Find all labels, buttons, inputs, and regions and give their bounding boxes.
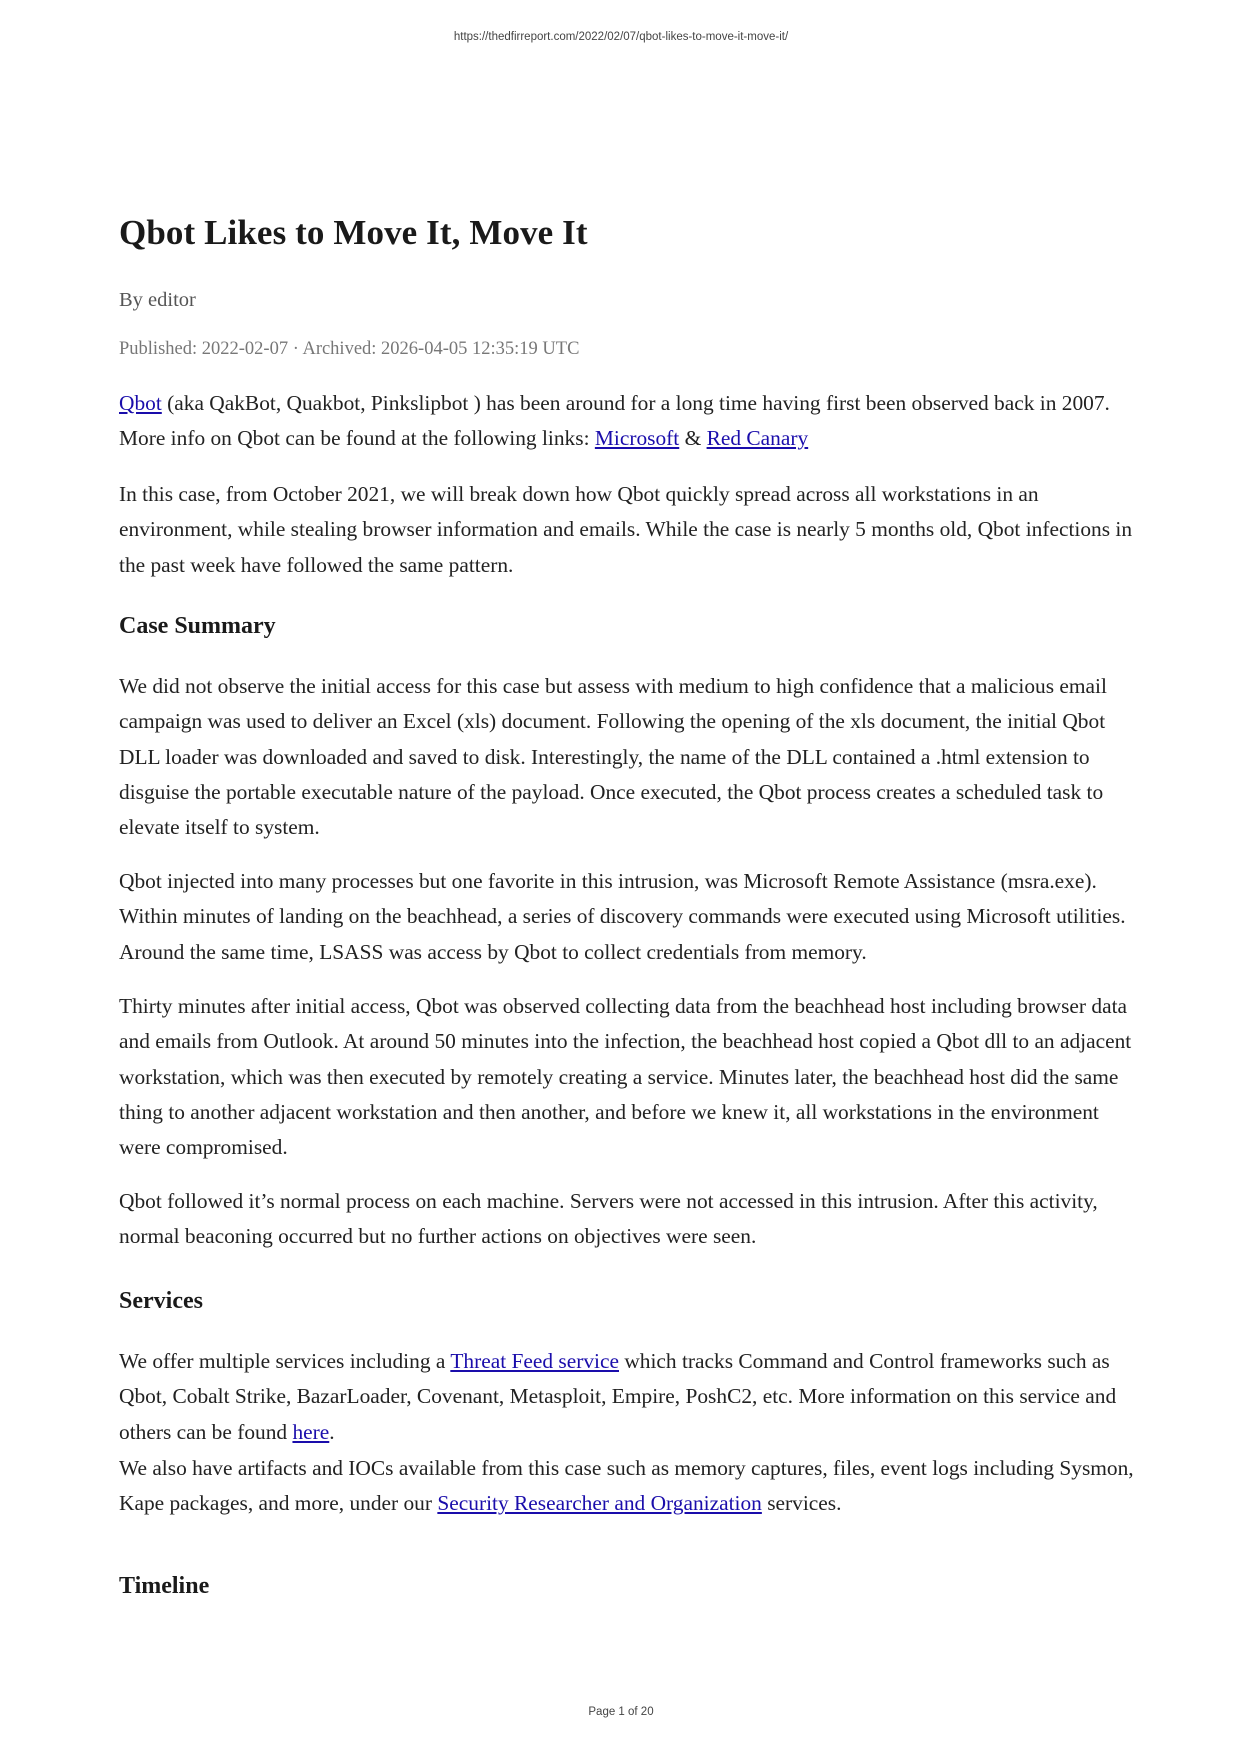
- article-byline: By editor: [119, 289, 196, 311]
- case-summary-paragraph-4: Qbot followed it’s normal process on each machine. Servers were not accessed in this intrusion. After this activity, normal beaconing occurred but no further actions on objectives were seen.: [119, 1189, 1098, 1249]
- case-summary-paragraph-2: Qbot injected into many processes but one favorite in this intrusion, was Microsoft Remote Assistance (msra.exe). Within minutes of landing on the beachhead, a series of discovery commands were executed using Microsoft utilities. Around the same time, LSASS was access by Qbot to collect credentials from memory.: [119, 869, 1126, 964]
- page-url-header: https://thedfirreport.com/2022/02/07/qbot-likes-to-move-it-move-it/: [453, 31, 789, 43]
- qbot-link[interactable]: Qbot: [119, 391, 162, 415]
- heading-services: Services: [119, 1288, 203, 1314]
- artifacts-text-post: services.: [761, 1491, 842, 1516]
- intro-text: (aka QakBot, Quakbot, Pinkslipbot ) has been around for a long time having first been observed back in 2007. More info on Qbot can be found at the following links:: [119, 391, 1110, 451]
- heading-timeline: Timeline: [119, 1573, 210, 1599]
- page-number-footer: Page 1 of 20: [588, 1706, 654, 1718]
- article-title: Qbot Likes to Move It, Move It: [119, 213, 588, 252]
- services-paragraph-2: [119, 1451, 1139, 1522]
- services-text-post: .: [329, 1419, 335, 1444]
- services-text-pre: We offer multiple services including a: [119, 1349, 451, 1373]
- red-canary-link[interactable]: Red Canary: [706, 426, 809, 451]
- microsoft-link[interactable]: Microsoft: [594, 426, 680, 451]
- threat-feed-link[interactable]: Threat Feed service: [450, 1349, 619, 1373]
- services-text-mid: which tracks Command and Control frameworks such as Qbot, Cobalt Strike, BazarLoader, Covenant, Metasploit, Empire, PoshC2, etc. More information on this service and others can be found: [119, 1349, 1117, 1444]
- case-summary-paragraph-3: Thirty minutes after initial access, Qbot was observed collecting data from the beachhead host including browser data and emails from Outlook. At around 50 minutes into the infection, the beachhead host copied a Qbot dll to an adjacent workstation, which was then executed by remotely creating a service. Minutes later, the beachhead host did the same thing to another adjacent workstation and then another, and before we knew it, all workstations in the environment were compromised.: [119, 994, 1132, 1160]
- security-researcher-link[interactable]: Security Researcher and Organization: [437, 1491, 762, 1516]
- here-link[interactable]: here: [292, 1419, 330, 1444]
- article-meta: Published: 2022-02-07 · Archived: 2026-04-05 12:35:19 UTC: [119, 339, 580, 359]
- ampersand: &: [679, 426, 707, 451]
- case-intro-paragraph: In this case, from October 2021, we will break down how Qbot quickly spread across all workstations in an environment, while stealing browser information and emails. While the case is nearly 5 months old, Qbot infections in the past week have followed the same pattern.: [119, 482, 1133, 577]
- heading-case-summary: Case Summary: [119, 613, 276, 639]
- artifacts-text-pre: We also have artifacts and IOCs available from this case such as memory captures, files, event logs including Sysmon, Kape packages, and more, under our: [119, 1456, 1134, 1516]
- case-summary-paragraph-1: We did not observe the initial access for this case but assess with medium to high confidence that a malicious email campaign was used to deliver an Excel (xls) document. Following the opening of the xls document, the initial Qbot DLL loader was downloaded and saved to disk. Interestingly, the name of the DLL contained a .html extension to disguise the portable executable nature of the payload. Once executed, the Qbot process creates a scheduled task to elevate itself to system.: [119, 674, 1107, 840]
- services-paragraph-1: [119, 1344, 1139, 1450]
- intro-paragraph: [119, 386, 1139, 457]
